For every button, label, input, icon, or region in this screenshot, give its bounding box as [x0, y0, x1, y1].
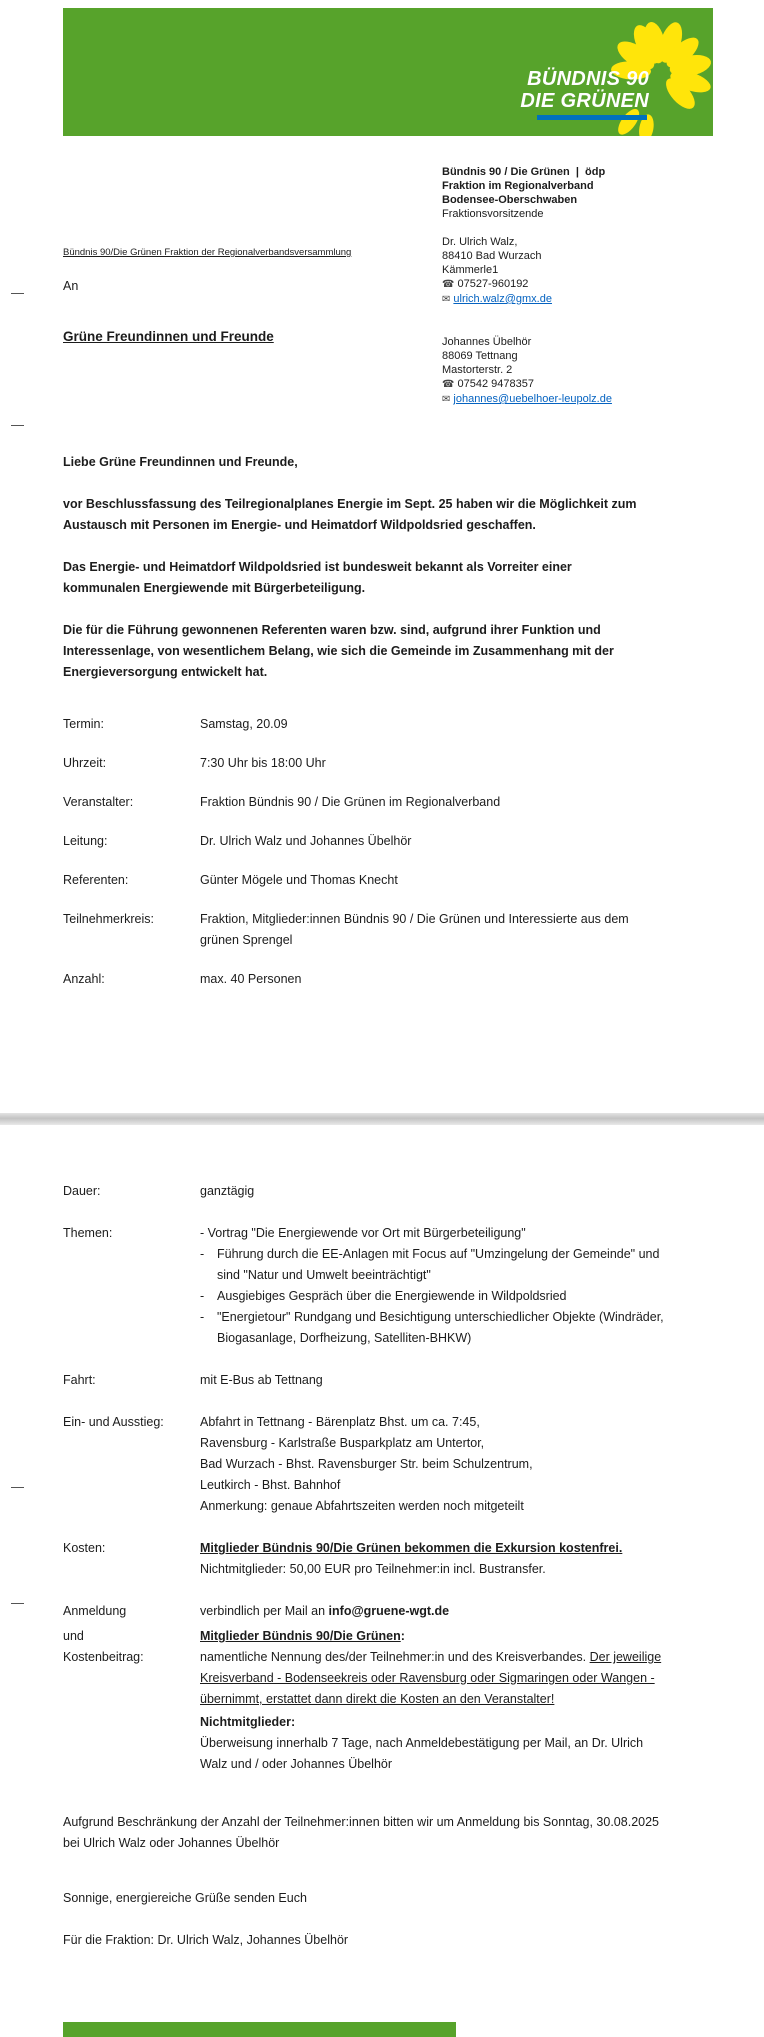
- details-row-kosten: [63, 1538, 665, 1580]
- closing-signature: Für die Fraktion: Dr. Ulrich Walz, Johannes Übelhör: [63, 1933, 349, 1947]
- contact-zip-city: 88410 Bad Wurzach: [442, 250, 542, 262]
- letter-body: [63, 452, 651, 704]
- einstieg-line: Abfahrt in Tettnang - Bärenplatz Bhst. um ca. 7:45,: [200, 1415, 480, 1429]
- contact-name: Johannes Übelhör: [442, 336, 532, 348]
- member-heading-line: [200, 1626, 665, 1647]
- phone-number: 07527-960192: [457, 278, 529, 290]
- address-an-label: An: [63, 279, 79, 293]
- contact-person-2: [442, 335, 722, 407]
- closing-deadline-paragraph: Aufgrund Beschränkung der Anzahl der Teilnehmer:innen bitten wir um Anmeldung bis Sonntag, 30.08.2025 bei Ulrich Walz oder Johannes Übelhör: [63, 1815, 659, 1850]
- themen-list: [200, 1223, 665, 1349]
- detail-label: Themen:: [63, 1226, 113, 1240]
- detail-value: 7:30 Uhr bis 18:00 Uhr: [200, 756, 326, 770]
- detail-label: Anzahl:: [63, 972, 105, 986]
- registration-email: info@gruene-wgt.de: [328, 1604, 450, 1618]
- detail-label: Kosten:: [63, 1541, 106, 1555]
- margin-change-mark: —: [11, 1595, 24, 1610]
- einstieg-line: Leutkirch - Bhst. Bahnhof: [200, 1478, 341, 1492]
- contact-phone-line: [442, 377, 722, 392]
- details-row-anmeldung: [63, 1601, 665, 1775]
- details-row-leitung: [63, 831, 663, 852]
- detail-label: Dauer:: [63, 1184, 101, 1198]
- logo-text-line1: BÜNDNIS 90: [527, 68, 649, 90]
- details-row-dauer: [63, 1181, 665, 1202]
- contact-name: Dr. Ulrich Walz,: [442, 236, 518, 248]
- einstieg-line: Ravensburg - Karlstraße Busparkplatz am Untertor,: [200, 1436, 485, 1450]
- themen-bullet-4: [200, 1307, 665, 1349]
- member-heading: Mitglieder Bündnis 90/Die Grünen: [200, 1629, 401, 1643]
- sender-address-line: Bündnis 90/Die Grünen Fraktion der Regionalverbandsversammlung: [63, 247, 352, 258]
- detail-value: mit E-Bus ab Tettnang: [200, 1373, 323, 1387]
- detail-label: Veranstalter:: [63, 795, 134, 809]
- phone-icon: ☎: [442, 279, 455, 290]
- next-page-banner-edge: [63, 2022, 456, 2037]
- detail-value: ganztägig: [200, 1184, 255, 1198]
- margin-change-mark: —: [11, 285, 24, 300]
- detail-value: max. 40 Personen: [200, 972, 302, 986]
- email-link-johannes[interactable]: johannes@uebelhoer-leupolz.de: [453, 393, 612, 405]
- member-heading-colon: :: [400, 1629, 405, 1643]
- event-details-table: [63, 714, 663, 1008]
- email-link-ulrich[interactable]: ulrich.walz@gmx.de: [453, 293, 552, 305]
- letter-paragraph-3: Die für die Führung gewonnenen Referenten waren bzw. sind, aufgrund ihrer Funktion und Interessenlage, von wesentlichem Belang, wie sich die Gemeinde im Zusammenhang mit der Energieversorgung entwickelt hat.: [63, 623, 614, 679]
- anmeldung-mail-line: [200, 1601, 665, 1622]
- contact-street: Kämmerle1: [442, 264, 499, 276]
- themen-bullet-1: - Vortrag "Die Energiewende vor Ort mit Bürgerbeteiligung": [200, 1226, 526, 1240]
- logo-text-line2: DIE GRÜNEN: [520, 90, 649, 112]
- details-row-teilnehmerkreis: [63, 909, 663, 951]
- einstieg-line: Bad Wurzach - Bhst. Ravensburger Str. beim Schulzentrum,: [200, 1457, 533, 1471]
- anmeldung-label: [63, 1601, 200, 1775]
- bullet-text: Ausgiebiges Gespräch über die Energiewende in Wildpoldsried: [217, 1289, 567, 1303]
- kosten-note: Nichtmitglieder: 50,00 EUR pro Teilnehmer:in incl. Bustransfer.: [200, 1562, 546, 1576]
- kosten-content: [200, 1538, 665, 1580]
- letter-salutation: Liebe Grüne Freundinnen und Freunde,: [63, 455, 298, 469]
- event-details-table-2: [63, 1181, 665, 1796]
- org-name-line1: Bündnis 90 / Die Grünen | ödp: [442, 166, 606, 178]
- einstieg-lines: [200, 1412, 665, 1517]
- mail-icon: ✉: [442, 294, 451, 305]
- anmeldung-label-line2: und: [63, 1629, 84, 1643]
- margin-change-mark: —: [11, 417, 24, 432]
- details-row-fahrt: [63, 1370, 665, 1391]
- contact-zip-city: 88069 Tettnang: [442, 350, 518, 362]
- org-name-line3: Bodensee-Oberschwaben: [442, 194, 578, 206]
- contact-person-1: [442, 235, 722, 307]
- detail-value: Dr. Ulrich Walz und Johannes Übelhör: [200, 834, 412, 848]
- detail-value: Fraktion Bündnis 90 / Die Grünen im Regionalverband: [200, 795, 501, 809]
- mail-prefix: verbindlich per Mail an: [200, 1604, 329, 1618]
- detail-label: Leitung:: [63, 834, 108, 848]
- details-row-termin: [63, 714, 663, 735]
- green-header-banner: [63, 8, 713, 136]
- org-name-line2: Fraktion im Regionalverband: [442, 180, 594, 192]
- nonmember-heading: Nichtmitglieder:: [200, 1715, 296, 1729]
- details-row-themen: [63, 1223, 665, 1349]
- member-text: namentliche Nennung des/der Teilnehmer:in und des Kreisverbandes.: [200, 1650, 590, 1664]
- phone-number: 07542 9478357: [457, 378, 534, 390]
- letter-paragraph-1: vor Beschlussfassung des Teilregionalplanes Energie im Sept. 25 haben wir die Möglichkeit zum Austausch mit Personen im Energie- und Heimatdorf Wildpoldsried geschaffen.: [63, 497, 637, 532]
- party-logo: [520, 68, 649, 120]
- bullet-dash: -: [200, 1289, 205, 1303]
- bullet-dash: -: [200, 1247, 205, 1261]
- anmeldung-label-line1: Anmeldung: [63, 1604, 127, 1618]
- closing-greeting: Sonnige, energiereiche Grüße senden Euch: [63, 1891, 307, 1905]
- bullet-text: Führung durch die EE-Anlagen mit Focus auf "Umzingelung der Gemeinde" und sind "Natur und Umwelt beeinträchtigt": [217, 1247, 660, 1282]
- kosten-highlight: Mitglieder Bündnis 90/Die Grünen bekommen die Exkursion kostenfrei.: [200, 1541, 623, 1555]
- detail-label: Uhrzeit:: [63, 756, 107, 770]
- contact-street: Mastorterstr. 2: [442, 364, 513, 376]
- phone-icon: ☎: [442, 379, 455, 390]
- details-row-veranstalter: [63, 792, 663, 813]
- themen-bullet-3: [200, 1286, 665, 1307]
- logo-blue-underline: [537, 115, 647, 120]
- contact-email-line: [442, 292, 722, 307]
- anmeldung-content: [200, 1601, 665, 1775]
- mail-icon: ✉: [442, 394, 451, 405]
- letter-paragraph-2: Das Energie- und Heimatdorf Wildpoldsried ist bundesweit bekannt als Vorreiter einer kommunalen Energiewende mit Bürgerbeteiligung.: [63, 560, 572, 595]
- details-row-uhrzeit: [63, 753, 663, 774]
- detail-label: Teilnehmerkreis:: [63, 912, 155, 926]
- bullet-dash: -: [200, 1310, 205, 1324]
- detail-label: Termin:: [63, 717, 104, 731]
- contact-block: [442, 165, 722, 407]
- margin-change-mark: —: [11, 1479, 24, 1494]
- role-line: Fraktionsvorsitzende: [442, 208, 544, 220]
- einstieg-line: Anmerkung: genaue Abfahrtszeiten werden noch mitgeteilt: [200, 1499, 524, 1513]
- details-row-einstieg: [63, 1412, 665, 1517]
- contact-phone-line: [442, 277, 722, 292]
- anmeldung-label-line3: Kostenbeitrag:: [63, 1650, 144, 1664]
- detail-value: Günter Mögele und Thomas Knecht: [200, 873, 398, 887]
- detail-value: Samstag, 20.09: [200, 717, 288, 731]
- nonmember-text: Überweisung innerhalb 7 Tage, nach Anmeldebestätigung per Mail, an Dr. Ulrich Walz und / oder Johannes Übelhör: [200, 1736, 644, 1771]
- recipient-heading: Grüne Freundinnen und Freunde: [63, 329, 274, 344]
- page-break-divider: [0, 1113, 764, 1125]
- member-body: [200, 1647, 665, 1710]
- bullet-text: "Energietour" Rundgang und Besichtigung unterschiedlicher Objekte (Windräder, Biogasanlage, Dorfheizung, Satelliten-BHKW): [217, 1310, 664, 1345]
- member-underline-text: Der jeweilige Kreisverband - Bodenseekreis oder Ravensburg oder Sigmaringen oder Wangen - übernimmt, erstattet dann direkt die Kosten an den Veranstalter!: [200, 1650, 662, 1706]
- detail-label: Ein- und Ausstieg:: [63, 1415, 164, 1429]
- detail-value: Fraktion, Mitglieder:innen Bündnis 90 / Die Grünen und Interessierte aus dem grünen Sprengel: [200, 912, 629, 947]
- details-row-referenten: [63, 870, 663, 891]
- contact-email-line: [442, 392, 722, 407]
- details-row-anzahl: [63, 969, 663, 990]
- themen-bullet-2: [200, 1244, 665, 1286]
- detail-label: Referenten:: [63, 873, 129, 887]
- detail-label: Fahrt:: [63, 1373, 96, 1387]
